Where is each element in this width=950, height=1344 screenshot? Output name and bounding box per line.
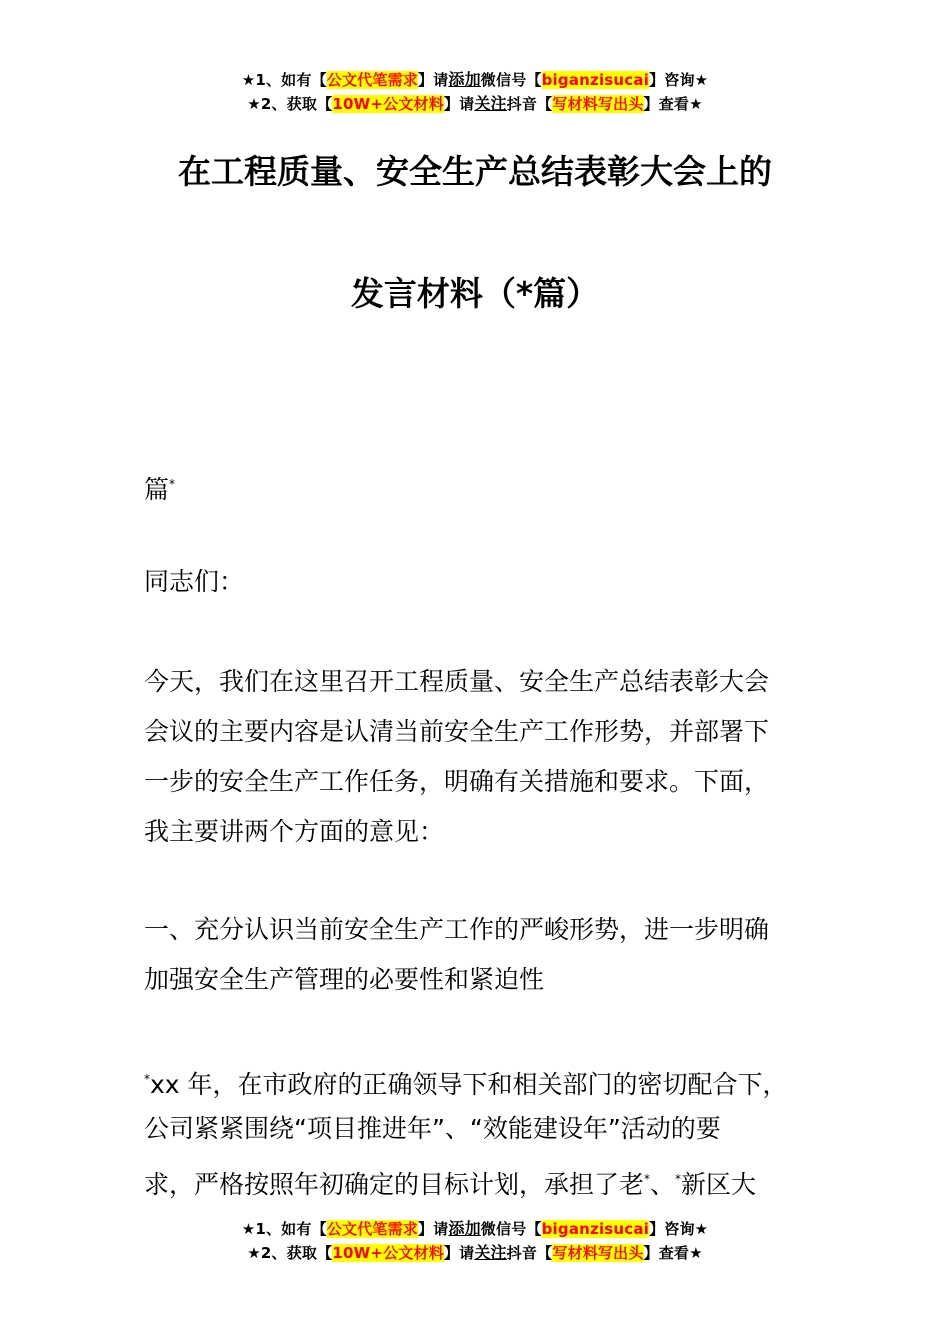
banner-text: ★1、如有【 — [241, 71, 327, 89]
paragraph-line: 公司紧紧围绕“项目推进年”、“效能建设年”活动的要 — [144, 1114, 721, 1143]
top-banner — [0, 68, 950, 116]
section-label-text: 篇 — [144, 475, 170, 504]
banner-text: 】请 — [443, 95, 475, 113]
banner-underline: 添加 — [448, 70, 481, 89]
salutation-text: 同志们： — [144, 567, 245, 596]
banner-highlight: 10W+公文材料 — [332, 95, 444, 113]
bottom-banner — [0, 1217, 950, 1265]
paragraph-text: 新区大 — [681, 1170, 757, 1199]
banner-text: 微信号【 — [480, 71, 542, 89]
redaction-mark: * — [144, 1072, 150, 1086]
paragraph-text: 求，严格按照年初确定的目标计划，承担了老 — [144, 1170, 645, 1199]
banner-text: 】查看★ — [643, 1244, 703, 1262]
banner-text: ★2、获取【 — [247, 95, 333, 113]
banner-text: ★1、如有【 — [241, 1220, 327, 1238]
banner-text: 抖音【 — [506, 95, 553, 113]
banner-text: 抖音【 — [506, 1244, 553, 1262]
banner-text: 】查看★ — [643, 95, 703, 113]
banner-highlight: 10W+公文材料 — [332, 1244, 444, 1262]
paragraph-line: 一步的安全生产工作任务，明确有关措施和要求。下面， — [144, 767, 770, 796]
banner-line-1 — [0, 1217, 950, 1241]
paragraph-2 — [144, 1054, 809, 1204]
document-title-line-1: 在工程质量、安全生产总结表彰大会上的 — [178, 152, 772, 191]
banner-text: 】咨询★ — [649, 71, 709, 89]
banner-text: 】请 — [417, 1220, 449, 1238]
document-title-line-2: 发言材料（*篇） — [350, 274, 600, 313]
section-mark: * — [169, 477, 176, 491]
banner-text: 微信号【 — [480, 1220, 542, 1238]
banner-line-1 — [0, 68, 950, 92]
banner-underline: 添加 — [448, 1219, 481, 1238]
banner-line-2 — [0, 1241, 950, 1265]
banner-underline: 关注 — [474, 94, 507, 113]
salutation — [144, 557, 809, 607]
banner-highlight: 公文代笔需求 — [326, 1220, 418, 1238]
redaction-mark: * — [675, 1172, 682, 1186]
section-heading-1 — [144, 905, 809, 1005]
banner-highlight: biganzisucai — [541, 1220, 650, 1238]
banner-highlight: biganzisucai — [541, 71, 650, 89]
banner-highlight: 写材料写出头 — [552, 95, 644, 113]
section-label — [144, 459, 809, 509]
paragraph-line: 今天，我们在这里召开工程质量、安全生产总结表彰大会 — [144, 667, 770, 696]
redaction-mark: * — [644, 1172, 651, 1186]
paragraph-1 — [144, 657, 809, 857]
banner-highlight: 公文代笔需求 — [326, 71, 418, 89]
paragraph-line: 我主要讲两个方面的意见： — [144, 817, 445, 846]
paragraph-line: 会议的主要内容是认清当前安全生产工作形势，并部署下 — [144, 717, 770, 746]
banner-text: 】请 — [443, 1244, 475, 1262]
banner-text: 】咨询★ — [649, 1220, 709, 1238]
banner-underline: 关注 — [474, 1243, 507, 1262]
heading-line: 加强安全生产管理的必要性和紧迫性 — [144, 965, 545, 994]
heading-line: 一、充分认识当前安全生产工作的严峻形势，进一步明确 — [144, 915, 770, 944]
paragraph-text: 、 — [650, 1170, 676, 1199]
paragraph-text: xx 年，在市政府的正确领导下和相关部门的密切配合下， — [150, 1070, 788, 1099]
banner-line-2 — [0, 92, 950, 116]
paragraph-line — [144, 1054, 809, 1104]
banner-text: ★2、获取【 — [247, 1244, 333, 1262]
banner-text: 】请 — [417, 71, 449, 89]
paragraph-line — [144, 1154, 809, 1204]
banner-highlight: 写材料写出头 — [552, 1244, 644, 1262]
